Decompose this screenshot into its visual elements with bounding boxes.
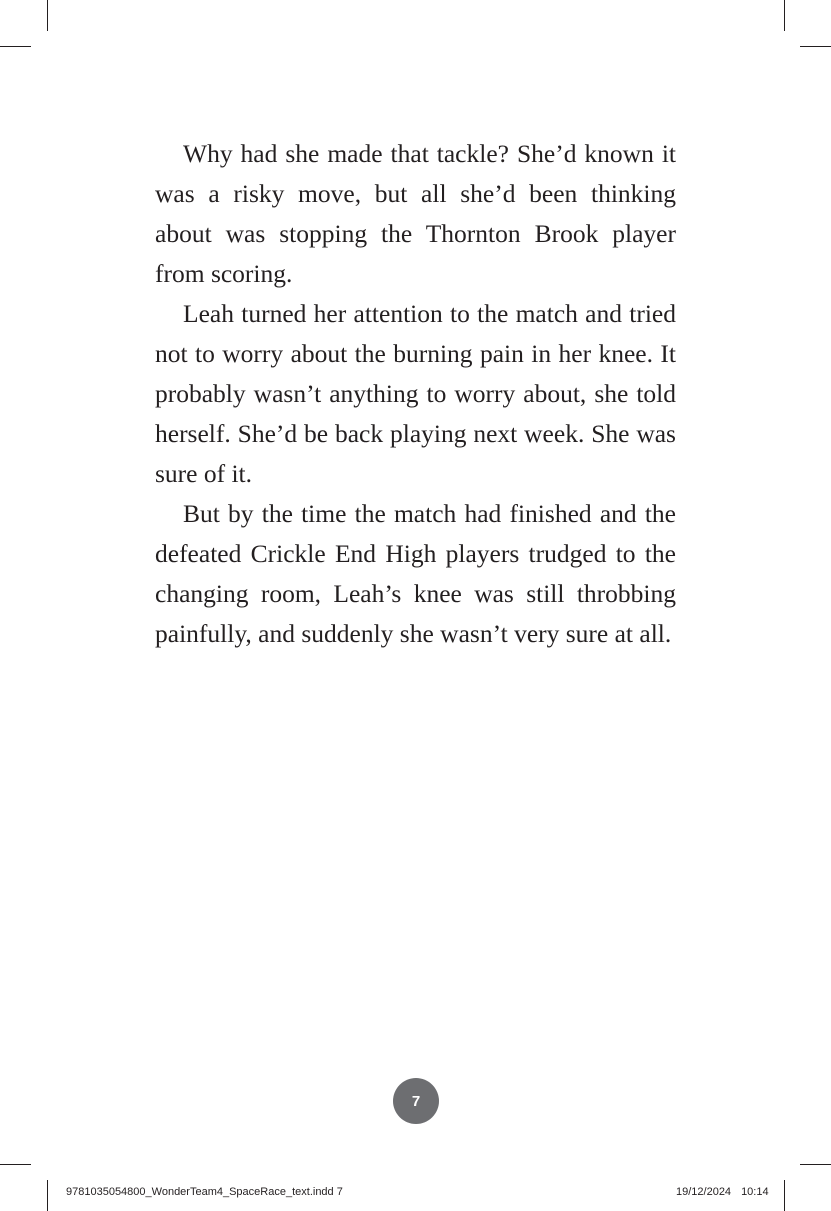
crop-mark-top-right-vertical: [784, 0, 785, 31]
slug-timestamp: [676, 1186, 769, 1198]
crop-mark-top-left-horizontal: [0, 46, 31, 47]
slug-time: 10:14: [741, 1186, 769, 1198]
body-text: [155, 134, 676, 654]
paragraph: Leah turned her attention to the match and tried not to worry about the burning pain in her knee. It probably wasn’t anything to worry about, she told herself. She’d be back playing next week. She was sure of it.: [155, 299, 676, 488]
page-number: 7: [411, 1092, 421, 1110]
crop-mark-bottom-left-horizontal: [0, 1164, 31, 1165]
paragraph: But by the time the match had finished and the defeated Crickle End High players trudged to the changing room, Leah’s knee was still throbbing painfully, and suddenly she wasn’t very sure at all.: [155, 499, 676, 648]
crop-mark-bottom-left-vertical: [47, 1180, 48, 1211]
paragraph: Why had she made that tackle? She’d known it was a risky move, but all she’d been thinking about was stopping the Thornton Brook player from scoring.: [155, 139, 676, 288]
page-number-badge: [393, 1078, 439, 1124]
crop-mark-top-right-horizontal: [800, 46, 831, 47]
crop-mark-top-left-vertical: [47, 0, 48, 31]
slug-file-name: 9781035054800_WonderTeam4_SpaceRace_text.indd 7: [66, 1186, 343, 1198]
crop-mark-bottom-right-horizontal: [800, 1164, 831, 1165]
crop-mark-bottom-right-vertical: [784, 1180, 785, 1211]
slug-date: 19/12/2024: [676, 1186, 732, 1198]
